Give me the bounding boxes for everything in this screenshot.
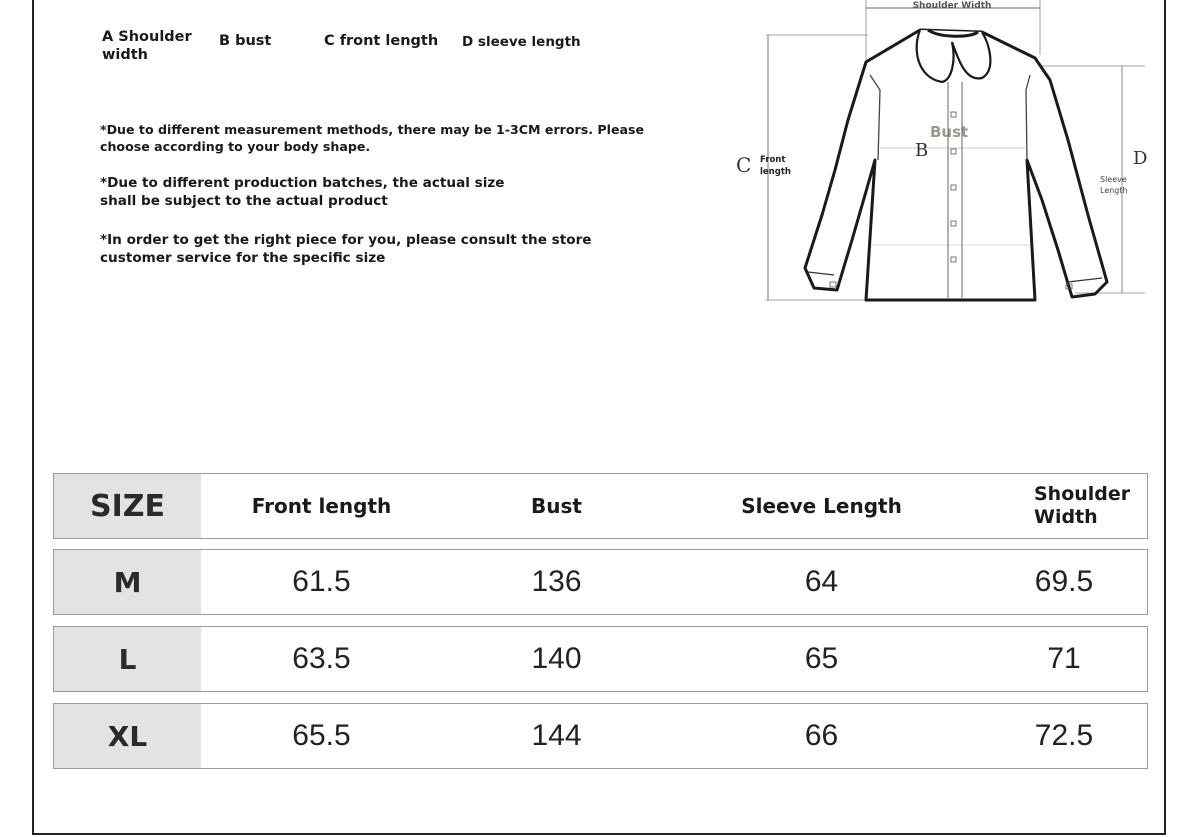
shoulder-width-value: 71 — [1047, 642, 1081, 675]
b-letter: B — [915, 140, 929, 161]
header-shoulder-width: Shoulder Width — [1034, 483, 1131, 528]
bust-value: 144 — [531, 719, 582, 752]
bust-value: 140 — [531, 642, 582, 675]
note-consult-service: *In order to get the right piece for you, please consult the store customer service for the specific size — [100, 232, 592, 266]
header-sleeve-length: Sleeve Length — [741, 494, 902, 518]
shoulder-width-label: Shoulder Width — [912, 1, 992, 11]
front-length-value: 63.5 — [292, 642, 351, 675]
sleeve-length-value: 64 — [804, 565, 839, 598]
header-size: SIZE — [54, 474, 201, 538]
size-cell: M — [54, 550, 201, 614]
shirt-measurement-diagram — [730, 0, 1160, 310]
front-label-1: Front — [760, 155, 786, 165]
sleeve-length-value: 66 — [804, 719, 839, 752]
front-length-value: 61.5 — [292, 565, 351, 598]
d-letter: D — [1133, 148, 1148, 169]
sleeve-label-1: Sleeve — [1100, 175, 1127, 184]
legend-front-length: C front length — [324, 33, 439, 49]
size-cell: L — [54, 627, 201, 691]
sleeve-label-2: Length — [1100, 186, 1128, 195]
note-production-batches: *Due to different production batches, the actual size shall be subject to the actual product — [100, 175, 505, 209]
shirt-illustration — [730, 0, 1160, 310]
front-length-value: 65.5 — [292, 719, 351, 752]
front-label-2: length — [760, 167, 791, 177]
legend-shoulder-width: A Shoulder width — [102, 29, 192, 63]
bust-label: Bust — [930, 123, 969, 141]
size-table-header — [53, 473, 1148, 539]
header-front-length: Front length — [251, 494, 392, 518]
shoulder-width-value: 72.5 — [1034, 719, 1094, 752]
legend-sleeve-length: D sleeve length — [462, 34, 581, 50]
sleeve-length-value: 65 — [804, 642, 839, 675]
legend-bust: B bust — [219, 33, 272, 49]
size-cell: XL — [54, 704, 201, 768]
note-measurement-error: *Due to different measurement methods, there may be 1-3CM errors. Please choose according to your body shape. — [100, 122, 645, 154]
table-row — [53, 626, 1148, 692]
shoulder-width-value: 69.5 — [1034, 565, 1094, 598]
c-letter: C — [736, 153, 752, 177]
bust-value: 136 — [531, 565, 582, 598]
table-row — [53, 549, 1148, 615]
table-row — [53, 703, 1148, 769]
header-bust: Bust — [531, 494, 582, 518]
